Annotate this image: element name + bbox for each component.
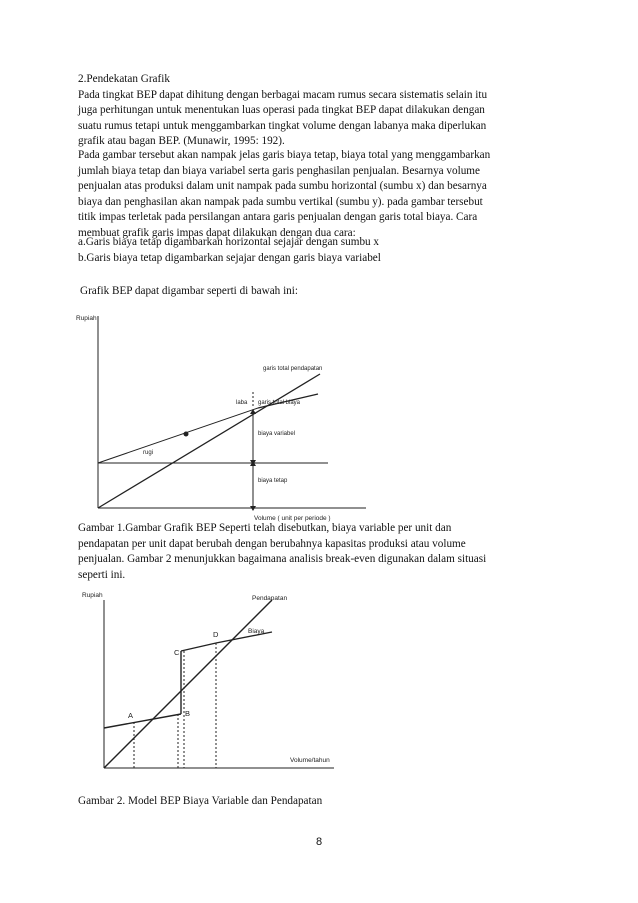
text-line: seperti ini.	[78, 568, 126, 581]
list-item: b.Garis biaya tetap digambarkan sejajar dengan garis biaya variabel	[78, 251, 381, 264]
break-even-point	[184, 432, 188, 436]
fig1-total-cost-label: garis total biaya	[258, 400, 301, 406]
figure-2-bep-model	[76, 588, 346, 788]
fig1-variable-cost-label: biaya variabel	[258, 431, 296, 437]
fig1-x-label: Volume ( unit per periode )	[254, 515, 331, 522]
figure-1-bep-chart	[70, 310, 370, 520]
caption-1	[78, 521, 558, 583]
fig1-revenue-label: garis total pendapatan	[263, 366, 323, 372]
point-d-label: D	[213, 630, 219, 639]
fig1-profit-label: laba	[236, 400, 248, 406]
point-b-label: B	[185, 709, 191, 718]
cost-segment-cd	[181, 643, 216, 651]
text-line: suatu rumus tetapi untuk menggambarkan tingkat volume dengan labanya maka diperlukan	[78, 119, 487, 132]
method-list	[78, 235, 558, 266]
text-line: Gambar 1.Gambar Grafik BEP Seperti telah disebutkan, biaya variable per unit dan	[78, 522, 452, 534]
text-line: titik impas terletak pada persilangan antara garis penjualan dengan garis total biaya. Cara	[78, 211, 478, 224]
fig2-revenue-label: Pendapatan	[252, 595, 288, 602]
arrow-head	[250, 409, 256, 414]
section-heading: 2.Pendekatan Grafik	[78, 73, 170, 85]
text-line: Pada gambar tersebut akan nampak jelas garis biaya tetap, biaya total yang menggambarkan	[78, 149, 491, 161]
text-line: penjualan atas produksi dalam unit nampak pada sumbu horizontal (sumbu x) dan besarnya	[78, 180, 487, 193]
text-line: jumlah biaya tetap dan biaya variabel serta garis penghasilan penjualan. Besarnya volume	[78, 164, 480, 177]
text-line: membuat grafik garis impas dapat dilakukan dengan dua cara:	[78, 226, 356, 239]
text-line: juga perhitungan untuk menentukan luas operasi pada tingkat BEP dapat dilakukan dengan	[78, 104, 485, 117]
fig2-x-label: Volume/tahun	[290, 757, 330, 764]
text-line: pendapatan per unit dapat berubah dengan berubahnya kapasitas produksi atau volume	[78, 537, 466, 550]
fig2-cost-label: Biaya	[248, 628, 265, 635]
intro-text: Grafik BEP dapat digambar seperti di bawah ini:	[80, 285, 298, 297]
page-number: 8	[315, 836, 323, 848]
fig1-fixed-cost-label: biaya tetap	[258, 478, 288, 484]
text-line: Pada tingkat BEP dapat dihitung dengan berbagai macam rumus secara sistematis selain itu	[78, 88, 488, 101]
text-line: biaya dan penghasilan akan nampak pada sumbu vertikal (sumbu y). pada gambar tersebut	[78, 195, 483, 208]
point-a-label: A	[128, 711, 134, 720]
list-item: a.Garis biaya tetap digambarkan horizontal sejajar dengan sumbu x	[78, 236, 380, 248]
paragraph-1	[78, 72, 558, 150]
fig1-loss-label: rugi	[143, 450, 154, 456]
fig2-y-label: Rupiah	[82, 592, 103, 599]
caption-2: Gambar 2. Model BEP Biaya Variable dan Pendapatan	[78, 795, 323, 807]
point-c-label: C	[174, 648, 180, 657]
revenue-line	[98, 374, 320, 508]
paragraph-2	[78, 148, 558, 242]
revenue-line	[104, 600, 272, 768]
fig1-y-label: Rupiah	[76, 315, 97, 322]
text-line: penjualan. Gambar 2 menunjukkan bagaimana analisis break-even digunakan dalam situasi	[78, 553, 487, 566]
text-line: grafik atau bagan BEP. (Munawir, 1995: 192).	[78, 135, 285, 148]
cost-segment-ab	[104, 714, 181, 728]
total-cost-line	[98, 408, 258, 463]
